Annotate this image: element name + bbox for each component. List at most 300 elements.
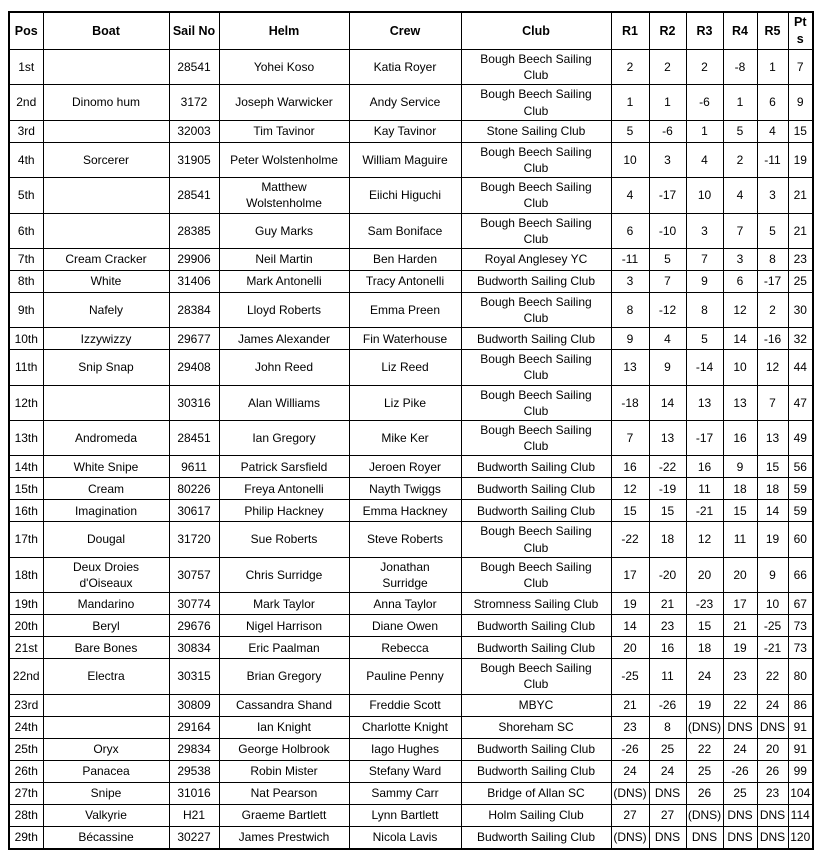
cell-helm: James Alexander <box>219 328 349 350</box>
cell-r3: 5 <box>686 328 723 350</box>
cell-pos: 10th <box>9 328 43 350</box>
table-row <box>9 292 813 327</box>
cell-helm: Nat Pearson <box>219 782 349 804</box>
cell-club: Budworth Sailing Club <box>461 615 611 637</box>
cell-r1: 21 <box>611 694 649 716</box>
cell-boat: Sorcerer <box>43 142 169 177</box>
cell-club: Bough Beech Sailing Club <box>461 350 611 385</box>
table-row <box>9 716 813 738</box>
cell-boat <box>43 178 169 213</box>
cell-r4: 12 <box>723 292 757 327</box>
cell-r3: 11 <box>686 478 723 500</box>
cell-pos: 3rd <box>9 120 43 142</box>
cell-r4: 20 <box>723 557 757 592</box>
cell-crew: Sammy Carr <box>349 782 461 804</box>
table-row <box>9 421 813 456</box>
cell-r5: 14 <box>757 500 788 522</box>
cell-r3: 25 <box>686 760 723 782</box>
cell-club: Budworth Sailing Club <box>461 456 611 478</box>
cell-r2: 27 <box>649 804 686 826</box>
cell-sail-no: 29906 <box>169 248 219 270</box>
cell-r2: 21 <box>649 593 686 615</box>
cell-pts: 49 <box>788 421 813 456</box>
cell-pts: 99 <box>788 760 813 782</box>
cell-r1: 5 <box>611 120 649 142</box>
cell-r1: 8 <box>611 292 649 327</box>
cell-pos: 11th <box>9 350 43 385</box>
cell-r2: 24 <box>649 760 686 782</box>
cell-crew: Liz Pike <box>349 385 461 420</box>
table-row <box>9 804 813 826</box>
cell-pts: 120 <box>788 826 813 849</box>
cell-r2: 8 <box>649 716 686 738</box>
cell-boat: Snip Snap <box>43 350 169 385</box>
cell-r2: 18 <box>649 522 686 557</box>
cell-r3: 19 <box>686 694 723 716</box>
cell-helm: Brian Gregory <box>219 659 349 694</box>
cell-crew: Charlotte Knight <box>349 716 461 738</box>
cell-r3: 24 <box>686 659 723 694</box>
cell-r2: -6 <box>649 120 686 142</box>
cell-r5: 7 <box>757 385 788 420</box>
cell-r5: 8 <box>757 248 788 270</box>
cell-sail-no: 28385 <box>169 213 219 248</box>
table-row <box>9 694 813 716</box>
cell-r2: 7 <box>649 270 686 292</box>
cell-sail-no: 28541 <box>169 50 219 85</box>
cell-r1: 14 <box>611 615 649 637</box>
cell-r4: 21 <box>723 615 757 637</box>
cell-helm: Tim Tavinor <box>219 120 349 142</box>
cell-r5: 18 <box>757 478 788 500</box>
cell-boat: Dougal <box>43 522 169 557</box>
cell-pos: 14th <box>9 456 43 478</box>
cell-helm: Matthew Wolstenholme <box>219 178 349 213</box>
cell-r3: 7 <box>686 248 723 270</box>
column-header-sail-no: Sail No <box>169 12 219 50</box>
cell-r3: 26 <box>686 782 723 804</box>
cell-r3: -21 <box>686 500 723 522</box>
cell-r2: 3 <box>649 142 686 177</box>
cell-r1: 2 <box>611 50 649 85</box>
cell-r2: -26 <box>649 694 686 716</box>
cell-helm: Joseph Warwicker <box>219 85 349 120</box>
cell-crew: Freddie Scott <box>349 694 461 716</box>
cell-club: Bough Beech Sailing Club <box>461 522 611 557</box>
cell-r5: DNS <box>757 826 788 849</box>
table-row <box>9 659 813 694</box>
cell-helm: Cassandra Shand <box>219 694 349 716</box>
cell-pts: 44 <box>788 350 813 385</box>
cell-boat <box>43 694 169 716</box>
cell-r2: DNS <box>649 782 686 804</box>
cell-r2: 1 <box>649 85 686 120</box>
cell-sail-no: 29676 <box>169 615 219 637</box>
cell-club: Bough Beech Sailing Club <box>461 50 611 85</box>
cell-crew: Nicola Lavis <box>349 826 461 849</box>
cell-boat: Izzywizzy <box>43 328 169 350</box>
table-row <box>9 178 813 213</box>
cell-r4: 17 <box>723 593 757 615</box>
cell-crew: Katia Royer <box>349 50 461 85</box>
cell-helm: Ian Gregory <box>219 421 349 456</box>
cell-boat <box>43 385 169 420</box>
cell-pos: 29th <box>9 826 43 849</box>
cell-boat: Valkyrie <box>43 804 169 826</box>
cell-pos: 6th <box>9 213 43 248</box>
cell-r3: DNS <box>686 826 723 849</box>
cell-club: Bough Beech Sailing Club <box>461 659 611 694</box>
cell-club: Budworth Sailing Club <box>461 500 611 522</box>
cell-pos: 23rd <box>9 694 43 716</box>
cell-sail-no: H21 <box>169 804 219 826</box>
cell-pts: 59 <box>788 478 813 500</box>
cell-r1: 27 <box>611 804 649 826</box>
table-row <box>9 615 813 637</box>
cell-pts: 21 <box>788 213 813 248</box>
cell-club: Bridge of Allan SC <box>461 782 611 804</box>
cell-boat: Andromeda <box>43 421 169 456</box>
cell-r5: -25 <box>757 615 788 637</box>
cell-boat: Cream <box>43 478 169 500</box>
cell-crew: Emma Hackney <box>349 500 461 522</box>
cell-club: Budworth Sailing Club <box>461 328 611 350</box>
cell-boat <box>43 50 169 85</box>
column-header-r1: R1 <box>611 12 649 50</box>
cell-club: Bough Beech Sailing Club <box>461 292 611 327</box>
cell-r3: 22 <box>686 738 723 760</box>
cell-r1: (DNS) <box>611 826 649 849</box>
table-row <box>9 478 813 500</box>
cell-r1: 6 <box>611 213 649 248</box>
cell-r1: 4 <box>611 178 649 213</box>
cell-r5: 22 <box>757 659 788 694</box>
cell-pts: 7 <box>788 50 813 85</box>
cell-r4: DNS <box>723 804 757 826</box>
cell-r3: 16 <box>686 456 723 478</box>
column-header-r5: R5 <box>757 12 788 50</box>
cell-club: Stone Sailing Club <box>461 120 611 142</box>
cell-pos: 16th <box>9 500 43 522</box>
cell-r1: 10 <box>611 142 649 177</box>
cell-pos: 28th <box>9 804 43 826</box>
cell-r4: 25 <box>723 782 757 804</box>
table-row <box>9 782 813 804</box>
cell-pts: 56 <box>788 456 813 478</box>
cell-sail-no: 30227 <box>169 826 219 849</box>
cell-pos: 22nd <box>9 659 43 694</box>
table-row <box>9 593 813 615</box>
cell-pts: 30 <box>788 292 813 327</box>
cell-sail-no: 9611 <box>169 456 219 478</box>
cell-r2: -17 <box>649 178 686 213</box>
cell-boat: Imagination <box>43 500 169 522</box>
cell-helm: Graeme Bartlett <box>219 804 349 826</box>
cell-r4: 9 <box>723 456 757 478</box>
cell-r1: 15 <box>611 500 649 522</box>
table-row <box>9 50 813 85</box>
cell-sail-no: 30315 <box>169 659 219 694</box>
cell-crew: Jonathan Surridge <box>349 557 461 592</box>
cell-r1: 3 <box>611 270 649 292</box>
cell-crew: Rebecca <box>349 637 461 659</box>
cell-pts: 21 <box>788 178 813 213</box>
cell-r3: 3 <box>686 213 723 248</box>
cell-r4: 14 <box>723 328 757 350</box>
cell-r1: -25 <box>611 659 649 694</box>
cell-helm: Chris Surridge <box>219 557 349 592</box>
table-row <box>9 760 813 782</box>
table-row <box>9 826 813 849</box>
cell-helm: Yohei Koso <box>219 50 349 85</box>
cell-sail-no: 28541 <box>169 178 219 213</box>
cell-pts: 25 <box>788 270 813 292</box>
cell-r5: 23 <box>757 782 788 804</box>
column-header-r2: R2 <box>649 12 686 50</box>
cell-r3: 8 <box>686 292 723 327</box>
cell-r1: 7 <box>611 421 649 456</box>
cell-r1: 23 <box>611 716 649 738</box>
cell-r3: 2 <box>686 50 723 85</box>
cell-crew: Eiichi Higuchi <box>349 178 461 213</box>
cell-r1: 12 <box>611 478 649 500</box>
cell-crew: Pauline Penny <box>349 659 461 694</box>
cell-boat: Beryl <box>43 615 169 637</box>
cell-r2: 4 <box>649 328 686 350</box>
cell-crew: Jeroen Royer <box>349 456 461 478</box>
cell-boat <box>43 120 169 142</box>
cell-helm: Sue Roberts <box>219 522 349 557</box>
cell-helm: Ian Knight <box>219 716 349 738</box>
cell-r1: 16 <box>611 456 649 478</box>
cell-r4: 6 <box>723 270 757 292</box>
cell-r3: 20 <box>686 557 723 592</box>
cell-r1: -22 <box>611 522 649 557</box>
cell-boat <box>43 213 169 248</box>
cell-r1: 24 <box>611 760 649 782</box>
cell-r2: -20 <box>649 557 686 592</box>
cell-club: Bough Beech Sailing Club <box>461 85 611 120</box>
cell-pts: 80 <box>788 659 813 694</box>
cell-helm: Nigel Harrison <box>219 615 349 637</box>
cell-r4: -26 <box>723 760 757 782</box>
cell-r4: DNS <box>723 826 757 849</box>
cell-sail-no: 31016 <box>169 782 219 804</box>
cell-r5: 15 <box>757 456 788 478</box>
header-row <box>9 12 813 50</box>
cell-sail-no: 30774 <box>169 593 219 615</box>
cell-r2: 25 <box>649 738 686 760</box>
cell-r5: 10 <box>757 593 788 615</box>
cell-crew: Anna Taylor <box>349 593 461 615</box>
cell-sail-no: 28384 <box>169 292 219 327</box>
cell-r2: -19 <box>649 478 686 500</box>
cell-club: Bough Beech Sailing Club <box>461 213 611 248</box>
cell-helm: Robin Mister <box>219 760 349 782</box>
table-row <box>9 142 813 177</box>
cell-r4: 10 <box>723 350 757 385</box>
cell-r1: (DNS) <box>611 782 649 804</box>
cell-club: Budworth Sailing Club <box>461 826 611 849</box>
cell-r5: -11 <box>757 142 788 177</box>
table-row <box>9 85 813 120</box>
cell-boat: White Snipe <box>43 456 169 478</box>
cell-r4: 18 <box>723 478 757 500</box>
cell-r1: 1 <box>611 85 649 120</box>
cell-sail-no: 30617 <box>169 500 219 522</box>
table-row <box>9 328 813 350</box>
cell-pos: 7th <box>9 248 43 270</box>
cell-club: Budworth Sailing Club <box>461 738 611 760</box>
cell-boat <box>43 716 169 738</box>
cell-r2: 9 <box>649 350 686 385</box>
cell-r5: 5 <box>757 213 788 248</box>
cell-helm: Philip Hackney <box>219 500 349 522</box>
cell-r5: 19 <box>757 522 788 557</box>
cell-r2: -12 <box>649 292 686 327</box>
cell-pos: 25th <box>9 738 43 760</box>
cell-r4: 7 <box>723 213 757 248</box>
cell-helm: Patrick Sarsfield <box>219 456 349 478</box>
cell-r5: 1 <box>757 50 788 85</box>
cell-r5: 12 <box>757 350 788 385</box>
cell-club: Shoreham SC <box>461 716 611 738</box>
cell-crew: Nayth Twiggs <box>349 478 461 500</box>
column-header-r4: R4 <box>723 12 757 50</box>
cell-pts: 60 <box>788 522 813 557</box>
cell-sail-no: 29164 <box>169 716 219 738</box>
cell-r5: 6 <box>757 85 788 120</box>
cell-club: Bough Beech Sailing Club <box>461 421 611 456</box>
cell-r1: 17 <box>611 557 649 592</box>
table-row <box>9 120 813 142</box>
cell-helm: Alan Williams <box>219 385 349 420</box>
cell-r2: -22 <box>649 456 686 478</box>
cell-crew: Diane Owen <box>349 615 461 637</box>
cell-pos: 17th <box>9 522 43 557</box>
cell-r3: -23 <box>686 593 723 615</box>
table-row <box>9 270 813 292</box>
column-header-boat: Boat <box>43 12 169 50</box>
cell-club: Bough Beech Sailing Club <box>461 178 611 213</box>
cell-r5: 9 <box>757 557 788 592</box>
cell-boat: Mandarino <box>43 593 169 615</box>
cell-pts: 59 <box>788 500 813 522</box>
cell-r5: -17 <box>757 270 788 292</box>
cell-r2: 15 <box>649 500 686 522</box>
cell-r3: 13 <box>686 385 723 420</box>
cell-crew: Fin Waterhouse <box>349 328 461 350</box>
cell-crew: Stefany Ward <box>349 760 461 782</box>
cell-pts: 32 <box>788 328 813 350</box>
cell-r4: 11 <box>723 522 757 557</box>
cell-pts: 73 <box>788 615 813 637</box>
cell-crew: Ben Harden <box>349 248 461 270</box>
cell-pos: 19th <box>9 593 43 615</box>
cell-sail-no: 29408 <box>169 350 219 385</box>
cell-r5: 20 <box>757 738 788 760</box>
cell-r3: -17 <box>686 421 723 456</box>
cell-r4: 24 <box>723 738 757 760</box>
table-row <box>9 350 813 385</box>
results-body <box>9 50 813 849</box>
cell-pos: 1st <box>9 50 43 85</box>
cell-boat: Cream Cracker <box>43 248 169 270</box>
cell-club: Bough Beech Sailing Club <box>461 557 611 592</box>
cell-pts: 15 <box>788 120 813 142</box>
cell-r4: 1 <box>723 85 757 120</box>
cell-pos: 13th <box>9 421 43 456</box>
cell-r4: 4 <box>723 178 757 213</box>
cell-boat: Electra <box>43 659 169 694</box>
cell-pts: 23 <box>788 248 813 270</box>
cell-crew: Emma Preen <box>349 292 461 327</box>
cell-sail-no: 31720 <box>169 522 219 557</box>
cell-club: Budworth Sailing Club <box>461 478 611 500</box>
cell-pts: 91 <box>788 738 813 760</box>
cell-boat: Bécassine <box>43 826 169 849</box>
cell-boat: Nafely <box>43 292 169 327</box>
cell-pts: 114 <box>788 804 813 826</box>
cell-r3: (DNS) <box>686 804 723 826</box>
table-row <box>9 456 813 478</box>
cell-r2: -10 <box>649 213 686 248</box>
table-row <box>9 738 813 760</box>
cell-r1: -11 <box>611 248 649 270</box>
cell-r2: 11 <box>649 659 686 694</box>
cell-boat: White <box>43 270 169 292</box>
cell-pos: 2nd <box>9 85 43 120</box>
cell-helm: Mark Taylor <box>219 593 349 615</box>
cell-club: Bough Beech Sailing Club <box>461 142 611 177</box>
cell-crew: Steve Roberts <box>349 522 461 557</box>
cell-sail-no: 30316 <box>169 385 219 420</box>
cell-r3: 12 <box>686 522 723 557</box>
cell-sail-no: 30809 <box>169 694 219 716</box>
table-row <box>9 385 813 420</box>
cell-pos: 8th <box>9 270 43 292</box>
cell-r5: -16 <box>757 328 788 350</box>
cell-pos: 27th <box>9 782 43 804</box>
cell-r4: 2 <box>723 142 757 177</box>
cell-club: Budworth Sailing Club <box>461 760 611 782</box>
cell-sail-no: 30834 <box>169 637 219 659</box>
cell-boat: Dinomo hum <box>43 85 169 120</box>
cell-r1: -26 <box>611 738 649 760</box>
cell-club: Royal Anglesey YC <box>461 248 611 270</box>
cell-sail-no: 3172 <box>169 85 219 120</box>
cell-r5: 24 <box>757 694 788 716</box>
cell-sail-no: 32003 <box>169 120 219 142</box>
cell-club: Stromness Sailing Club <box>461 593 611 615</box>
cell-r2: 23 <box>649 615 686 637</box>
cell-helm: Freya Antonelli <box>219 478 349 500</box>
cell-r5: 3 <box>757 178 788 213</box>
cell-pts: 104 <box>788 782 813 804</box>
cell-helm: James Prestwich <box>219 826 349 849</box>
cell-r2: 14 <box>649 385 686 420</box>
cell-r2: 16 <box>649 637 686 659</box>
cell-helm: John Reed <box>219 350 349 385</box>
cell-pos: 12th <box>9 385 43 420</box>
table-row <box>9 522 813 557</box>
cell-r3: 10 <box>686 178 723 213</box>
cell-crew: Kay Tavinor <box>349 120 461 142</box>
cell-r2: 5 <box>649 248 686 270</box>
cell-crew: Iago Hughes <box>349 738 461 760</box>
cell-r3: (DNS) <box>686 716 723 738</box>
cell-r5: DNS <box>757 804 788 826</box>
